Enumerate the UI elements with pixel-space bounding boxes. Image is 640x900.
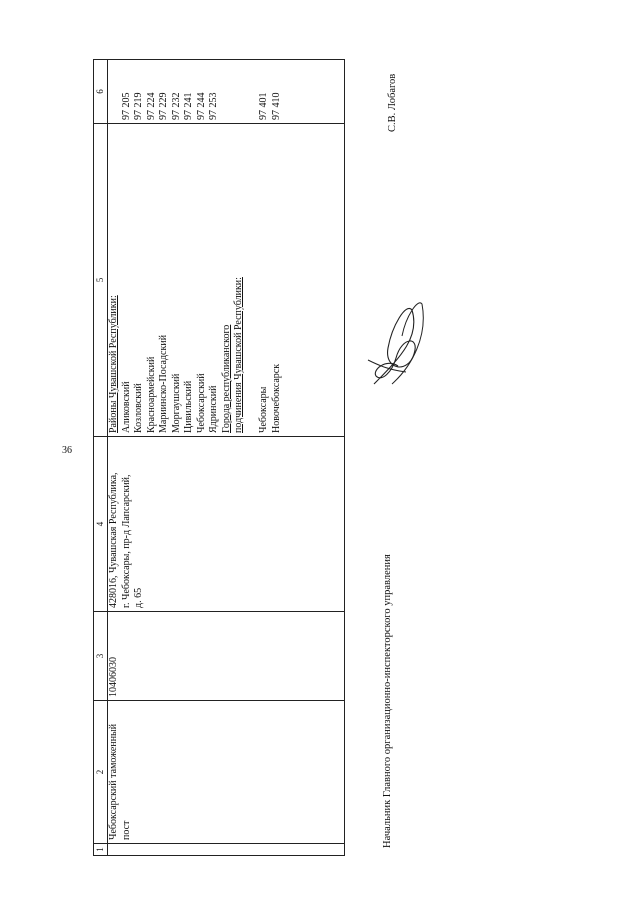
district-code: 97 241 [183, 92, 194, 120]
cell-col1 [108, 844, 345, 856]
header-cell-5: 5 [94, 124, 108, 437]
header-cell-2: 2 [94, 701, 108, 844]
post-line: пост [120, 820, 132, 840]
header-cell-6: 6 [94, 60, 108, 124]
district-name: Козловский [133, 383, 144, 433]
district-name: Ядринский [208, 385, 219, 433]
page-number: 36 [62, 445, 72, 456]
city-code: 97 410 [270, 92, 282, 120]
city-name: Чебоксары [258, 386, 269, 433]
header-cell-3: 3 [94, 612, 108, 701]
address-line: г. Чебоксары, пр-д Лапсарский, [120, 474, 132, 608]
district-name: Красноармейский [145, 356, 157, 433]
district-name: Аликовский [120, 381, 132, 433]
cities-heading: Города республиканского [220, 324, 232, 433]
footer-position: Начальник Главного организационно-инспекторского управления [382, 554, 393, 848]
districts-heading: Районы Чувашской Республики: [108, 295, 119, 433]
district-name: Чебоксарский [195, 373, 207, 433]
city-code: 97 401 [258, 92, 269, 120]
city-name: Новочебоксарск [270, 363, 282, 433]
spacer [221, 63, 234, 120]
spacer [233, 63, 246, 120]
customs-table [93, 59, 345, 856]
cell-post [108, 701, 345, 844]
signer-name: С.В. Лобагов [387, 73, 398, 132]
header-cell-4: 4 [94, 437, 108, 612]
post-line: Чебоксарский таможенный [108, 723, 119, 840]
cell-address [108, 437, 345, 612]
spacer [246, 63, 259, 120]
district-code: 97 253 [208, 92, 219, 120]
rotated-table-container [93, 60, 345, 856]
cell-territories [108, 124, 345, 437]
table-row [108, 60, 345, 856]
district-name: Моргаушский [170, 373, 182, 433]
district-code: 97 244 [195, 92, 207, 120]
district-code: 97 224 [145, 92, 157, 120]
header-row [94, 60, 108, 856]
district-code: 97 205 [120, 92, 132, 120]
cell-code: 10406030 [108, 612, 345, 701]
district-name: Мариинско-Посадский [158, 334, 169, 433]
cell-okato [108, 60, 345, 124]
district-code: 97 232 [170, 92, 182, 120]
header-cell-1: 1 [94, 844, 108, 856]
address-line: д. 65 [133, 587, 144, 608]
address-line: 428016, Чувашская Республика, [108, 472, 119, 608]
spacer [246, 127, 259, 433]
cities-heading: подчинения Чувашской Республики: [233, 277, 244, 433]
signature-image [362, 296, 432, 391]
district-code: 97 229 [158, 92, 169, 120]
district-code: 97 219 [133, 92, 144, 120]
spacer [108, 63, 121, 120]
district-name: Цивильский [183, 380, 194, 433]
